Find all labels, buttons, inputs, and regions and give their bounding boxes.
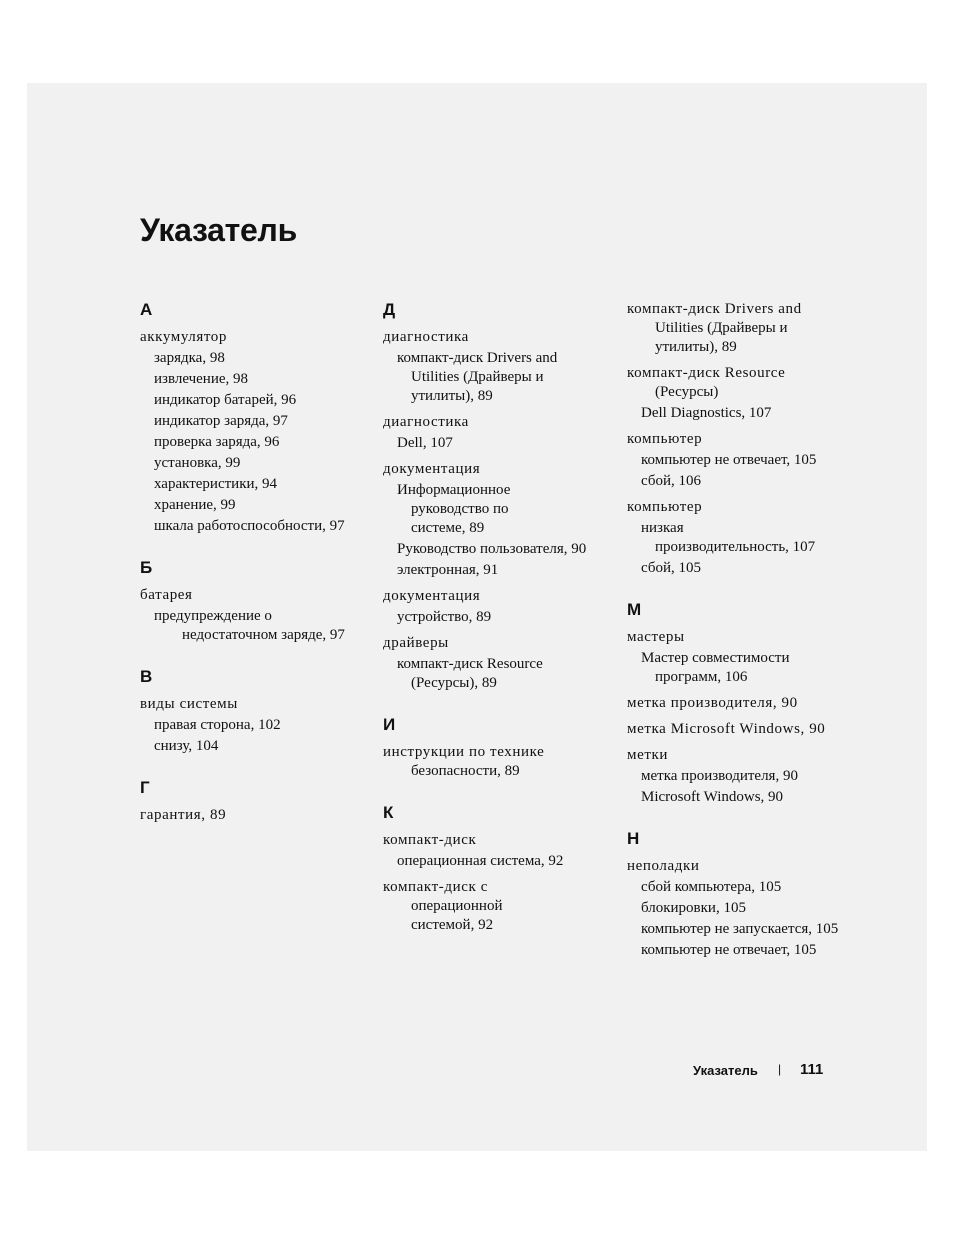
index-subterm: системе, 89 <box>411 520 485 536</box>
index-entry <box>627 694 857 713</box>
section-letter: Г <box>140 778 150 797</box>
index-entry <box>140 806 365 825</box>
index-subterm: Информационное <box>397 482 511 498</box>
index-subterm: Dell, 107 <box>397 435 453 451</box>
index-term: неполадки <box>627 858 700 874</box>
index-subterm: Utilities (Драйверы и <box>655 320 788 336</box>
index-entry <box>627 300 857 357</box>
index-subterm: утилиты), 89 <box>655 339 737 355</box>
index-term: аккумулятор <box>140 329 227 345</box>
index-entry <box>383 851 608 871</box>
index-entry <box>627 628 857 647</box>
index-entry <box>627 403 857 423</box>
index-term: диагностика <box>383 329 469 345</box>
index-entry <box>627 940 857 960</box>
index-entry <box>140 348 365 368</box>
index-entry <box>140 715 365 735</box>
index-term: компакт-диск Drivers and <box>627 301 802 317</box>
index-entry <box>627 558 857 578</box>
index-subterm: Руководство пользователя, 90 <box>397 541 587 557</box>
index-subterm: сбой компьютера, 105 <box>641 879 782 895</box>
section-letter: К <box>383 803 394 822</box>
index-subterm: извлечение, 98 <box>154 371 249 387</box>
index-section <box>383 803 608 935</box>
index-entry <box>383 831 608 850</box>
index-term: батарея <box>140 587 193 603</box>
index-entry <box>627 919 857 939</box>
index-column-1 <box>140 300 365 832</box>
index-entry <box>627 766 857 786</box>
page-footer <box>600 1061 824 1081</box>
index-subterm: (Ресурсы), 89 <box>411 675 497 691</box>
index-term: мастеры <box>627 629 685 645</box>
footer-label: Указатель <box>693 1063 758 1078</box>
index-subterm: программ, 106 <box>655 669 748 685</box>
index-term: метка Microsoft Windows, 90 <box>627 721 826 737</box>
index-entry <box>383 587 608 606</box>
index-entry <box>383 433 608 453</box>
index-term: компакт-диск Resource <box>627 365 786 381</box>
index-subterm: Dell Diagnostics, 107 <box>641 405 772 421</box>
index-entry <box>627 877 857 897</box>
index-section <box>140 778 365 825</box>
index-entry <box>627 430 857 449</box>
index-subterm: операционная система, 92 <box>397 853 564 869</box>
index-subterm: метка производителя, 90 <box>641 768 798 784</box>
index-entry <box>140 736 365 756</box>
index-column-3 <box>627 300 857 967</box>
index-entry <box>627 746 857 765</box>
index-subterm: хранение, 99 <box>154 497 236 513</box>
index-entry <box>383 328 608 347</box>
section-letter: В <box>140 667 153 686</box>
index-term: метка производителя, 90 <box>627 695 798 711</box>
index-subterm: зарядка, 98 <box>154 350 225 366</box>
index-entry <box>383 634 608 653</box>
index-subterm: компакт-диск Resource <box>397 656 543 672</box>
index-subterm: характеристики, 94 <box>154 476 278 492</box>
index-subterm: снизу, 104 <box>154 738 219 754</box>
index-term: документация <box>383 461 481 477</box>
index-entry <box>383 480 608 538</box>
index-entry <box>140 411 365 431</box>
index-subterm: Мастер совместимости <box>641 650 790 666</box>
index-entry <box>627 471 857 491</box>
index-term: компьютер <box>627 431 703 447</box>
index-entry <box>140 369 365 389</box>
section-letter: Д <box>383 300 396 319</box>
index-subterm: безопасности, 89 <box>411 763 520 779</box>
index-term: метки <box>627 747 669 763</box>
index-entry <box>383 348 608 406</box>
index-entry <box>140 586 365 605</box>
index-entry <box>383 743 608 781</box>
index-subterm: электронная, 91 <box>397 562 499 578</box>
index-term: диагностика <box>383 414 469 430</box>
index-entry <box>140 495 365 515</box>
index-entry <box>383 460 608 479</box>
index-column-2 <box>383 300 608 942</box>
index-entry <box>627 364 857 402</box>
index-term: компьютер <box>627 499 703 515</box>
index-subterm: установка, 99 <box>154 455 241 471</box>
index-subterm: устройство, 89 <box>397 609 492 625</box>
index-entry <box>140 328 365 347</box>
index-entry <box>383 560 608 580</box>
index-entry <box>627 787 857 807</box>
section-letter: М <box>627 600 642 619</box>
index-subterm: правая сторона, 102 <box>154 717 281 733</box>
index-section <box>627 300 857 578</box>
index-subterm: компакт-диск Drivers and <box>397 350 558 366</box>
index-section <box>140 300 365 536</box>
index-entry <box>140 432 365 452</box>
index-subterm: индикатор заряда, 97 <box>154 413 288 429</box>
index-subterm: операционной <box>411 898 503 914</box>
index-subterm: системой, 92 <box>411 917 494 933</box>
index-subterm: шкала работоспособности, 97 <box>154 518 345 534</box>
index-entry <box>627 498 857 517</box>
footer-separator: | <box>778 1062 782 1076</box>
index-entry <box>627 648 857 687</box>
index-subterm: блокировки, 105 <box>641 900 746 916</box>
index-entry <box>140 453 365 473</box>
index-term: компакт-диск с <box>383 879 488 895</box>
index-subterm: низкая <box>641 520 684 536</box>
index-entry <box>383 878 608 935</box>
index-entry <box>627 720 857 739</box>
index-entry <box>383 539 608 559</box>
index-entry <box>627 898 857 918</box>
index-entry <box>383 413 608 432</box>
index-entry <box>627 450 857 470</box>
index-term: инструкции по технике <box>383 744 545 760</box>
index-section <box>383 715 608 781</box>
index-section <box>140 667 365 756</box>
index-subterm: утилиты), 89 <box>411 388 493 404</box>
page-title: Указатель <box>140 212 297 248</box>
index-subterm: компьютер не запускается, 105 <box>641 921 839 937</box>
index-entry <box>140 695 365 714</box>
index-subterm: руководство по <box>411 501 509 517</box>
section-letter: И <box>383 715 396 734</box>
index-subterm: производительность, 107 <box>655 539 816 555</box>
index-term: документация <box>383 588 481 604</box>
section-letter: А <box>140 300 153 319</box>
index-entry <box>383 607 608 627</box>
index-subterm: предупреждение о <box>154 608 272 624</box>
index-term: виды системы <box>140 696 238 712</box>
index-subterm: компьютер не отвечает, 105 <box>641 452 817 468</box>
index-section <box>627 600 857 807</box>
index-subterm: Microsoft Windows, 90 <box>641 789 784 805</box>
index-subterm: Utilities (Драйверы и <box>411 369 544 385</box>
index-term: компакт-диск <box>383 832 477 848</box>
section-letter: Б <box>140 558 153 577</box>
index-entry <box>140 474 365 494</box>
section-letter: Н <box>627 829 640 848</box>
index-subterm: сбой, 105 <box>641 560 701 576</box>
index-term: драйверы <box>383 635 449 651</box>
index-section <box>383 300 608 693</box>
index-subterm: недостаточном заряде, 97 <box>182 627 345 643</box>
index-entry <box>627 518 857 557</box>
index-entry <box>140 516 365 536</box>
index-section <box>627 829 857 960</box>
index-subterm: (Ресурсы) <box>655 384 719 400</box>
page-number: 111 <box>800 1061 824 1078</box>
index-subterm: проверка заряда, 96 <box>154 434 280 450</box>
index-entry <box>140 390 365 410</box>
index-entry <box>383 654 608 693</box>
index-subterm: индикатор батарей, 96 <box>154 392 297 408</box>
index-section <box>140 558 365 645</box>
index-term: гарантия, 89 <box>140 807 227 823</box>
index-entry <box>140 606 365 645</box>
index-subterm: компьютер не отвечает, 105 <box>641 942 817 958</box>
index-entry <box>627 857 857 876</box>
index-subterm: сбой, 106 <box>641 473 701 489</box>
